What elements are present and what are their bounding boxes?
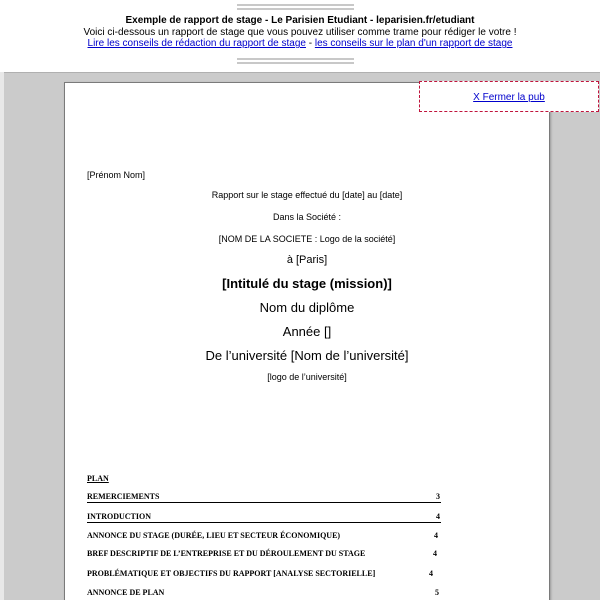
viewer-left-edge: [0, 72, 4, 600]
toc-entry-title: PROBLÉMATIQUE ET OBJECTIFS DU RAPPORT [ANALYSE SECTORIELLE]: [87, 569, 376, 578]
page-header: [0, 0, 600, 72]
toc-entry-page: 3: [436, 492, 440, 501]
year: Année []: [282, 324, 332, 339]
stage-title: [Intitulé du stage (mission)]: [222, 276, 392, 291]
toc-entry-title: ANNONCE DU STAGE (DURÉE, LIEU ET SECTEUR ÉCONOMIQUE): [87, 531, 341, 540]
toc-entry[interactable]: [87, 588, 441, 599]
header-subtitle: Voici ci-dessous un rapport de stage que vous pouvez utiliser comme trame pour rédiger le votre !: [83, 27, 517, 38]
toc-entry-title: BREF DESCRIPTIF DE L’ENTREPRISE ET DU DÉROULEMENT DU STAGE: [87, 549, 366, 558]
header-rule-bottom-2: [237, 62, 354, 64]
toc-entry[interactable]: [87, 492, 441, 503]
toc-entry-page: 4: [434, 531, 438, 540]
link-redaction-conseils[interactable]: Lire les conseils de rédaction du rapport de stage: [87, 38, 306, 49]
toc-entry[interactable]: [87, 569, 441, 580]
toc-entry[interactable]: [87, 531, 441, 542]
link-separator: -: [305, 38, 315, 49]
stage-dates: Rapport sur le stage effectué du [date] au [date]: [211, 190, 403, 200]
toc-entry-page: 5: [435, 588, 439, 597]
toc-heading: PLAN: [87, 474, 109, 483]
header-links: [0, 38, 600, 50]
close-ad-link[interactable]: X Fermer la pub: [473, 92, 545, 103]
toc-entry-title: ANNONCE DE PLAN: [87, 588, 165, 597]
toc-entry-title: REMERCIEMENTS: [87, 492, 160, 501]
toc-entry-page: 4: [429, 569, 433, 578]
header-rule-top: [237, 4, 354, 6]
company-intro: Dans la Société :: [272, 212, 342, 222]
toc-entry-page: 4: [436, 512, 440, 521]
toc-entry-title: INTRODUCTION: [87, 512, 152, 521]
toc-entry[interactable]: [87, 549, 441, 560]
toc-entry[interactable]: [87, 512, 441, 523]
ad-close-box: [419, 81, 599, 112]
header-rule-top-2: [237, 8, 354, 10]
header-title: Exemple de rapport de stage - Le Parisien Etudiant - leparisien.fr/etudiant: [125, 15, 475, 26]
location: à [Paris]: [286, 254, 328, 266]
toc-entry-page: 4: [433, 549, 437, 558]
link-plan-conseils[interactable]: les conseils sur le plan d'un rapport de stage: [314, 38, 513, 49]
diploma-name: Nom du diplôme: [259, 300, 355, 315]
header-rule-bottom: [237, 58, 354, 60]
university-logo-placeholder: [logo de l’université]: [267, 372, 347, 382]
name-placeholder: [Prénom Nom]: [87, 170, 146, 180]
university: De l’université [Nom de l’université]: [205, 348, 409, 363]
company-name: [NOM DE LA SOCIETE : Logo de la société]: [218, 234, 396, 244]
